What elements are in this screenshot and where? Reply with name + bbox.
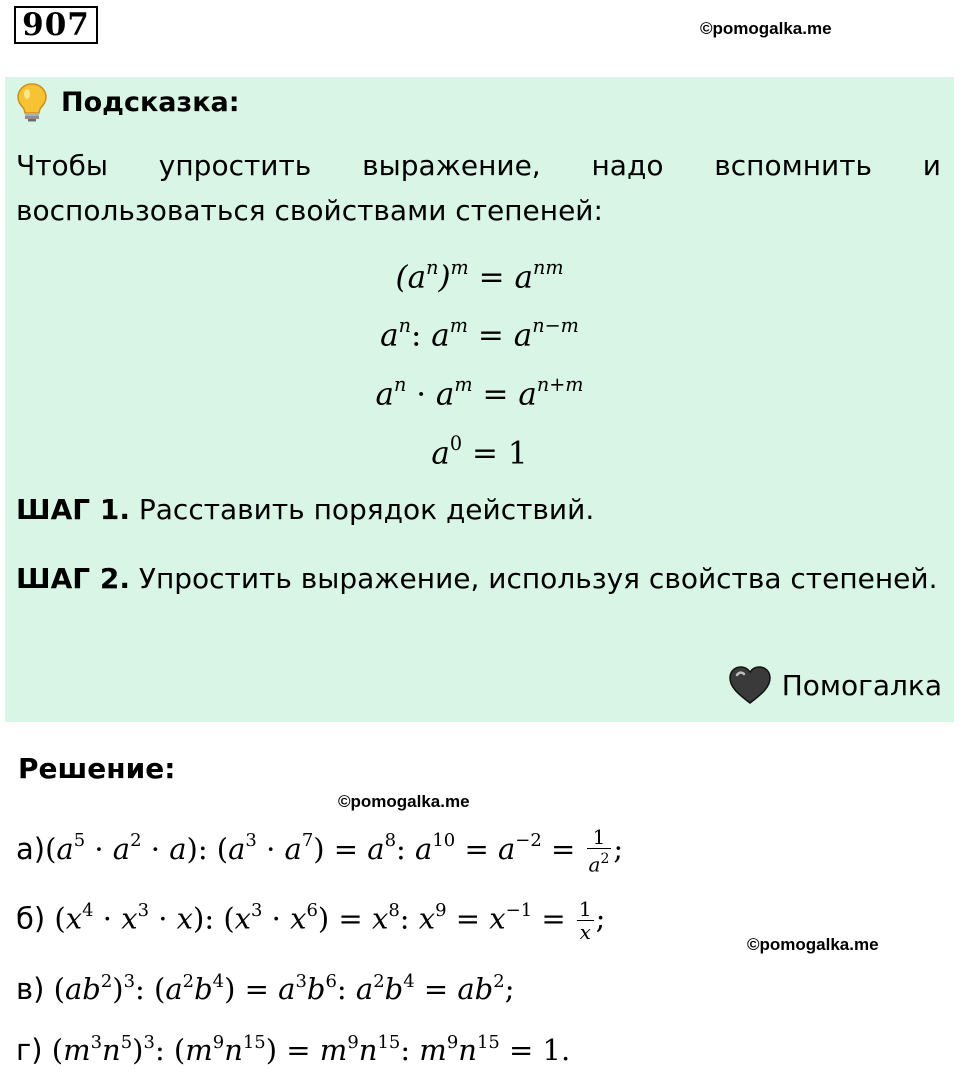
lightbulb-icon bbox=[15, 82, 49, 122]
hint-step-2: ШАГ 2. Упростить выражение, используя свойства степеней. bbox=[16, 562, 938, 595]
solution-item-a: $а)(a^5 \cdot a^2 \cdot a)$: $(a^3 \cdot a^7) = a^8$: $a^{10} = a^{-2}$ = $\frac{1}{a^2}$ ; bbox=[16, 825, 624, 877]
hint-title-label: Подсказка: bbox=[61, 86, 240, 118]
watermark-top: ©pomogalka.me bbox=[700, 19, 832, 38]
formula-multiplication: $a^n \cdot a^m = a^{n+m}$ bbox=[375, 373, 584, 413]
watermark-right: ©pomogalka.me bbox=[747, 935, 879, 954]
hint-step-1: ШАГ 1. Расставить порядок действий. bbox=[16, 493, 595, 526]
solution-item-c: в) $(ab^2)^3$: $(a^2b^4) = a^3b^6$: $a^2b^4 = ab^2$; bbox=[16, 970, 515, 1006]
heart-icon bbox=[728, 665, 772, 705]
hint-intro: Чтобы упростить выражение, надо вспомнить и воспользоваться свойствами степеней: bbox=[16, 149, 941, 227]
hint-title bbox=[15, 82, 240, 122]
formula-division: $a^n$: $a^m = a^{n-m}$ bbox=[380, 314, 579, 354]
brand bbox=[728, 665, 942, 705]
solution-title: Решение: bbox=[18, 752, 176, 785]
formula-zero-power: $a^0 = 1$ bbox=[431, 432, 528, 472]
solution-item-b: б) $(x^4 \cdot x^3 \cdot x)$: $(x^3 \cdot x^6) = x^8$: $x^9 = x^{-1}$ = $\frac{1}{x}$ ; bbox=[16, 897, 606, 944]
task-number: 907 bbox=[14, 6, 98, 44]
formula-power-of-power: $(a^n)^m = a^{nm}$ bbox=[395, 256, 564, 296]
brand-label: Помогалка bbox=[781, 668, 942, 702]
watermark-middle: ©pomogalka.me bbox=[338, 792, 470, 811]
solution-item-d: г) $(m^3n^5)^3$: $(m^9n^{15}) = m^9n^{15}$: $m^9n^{15} = 1$. bbox=[16, 1031, 571, 1067]
